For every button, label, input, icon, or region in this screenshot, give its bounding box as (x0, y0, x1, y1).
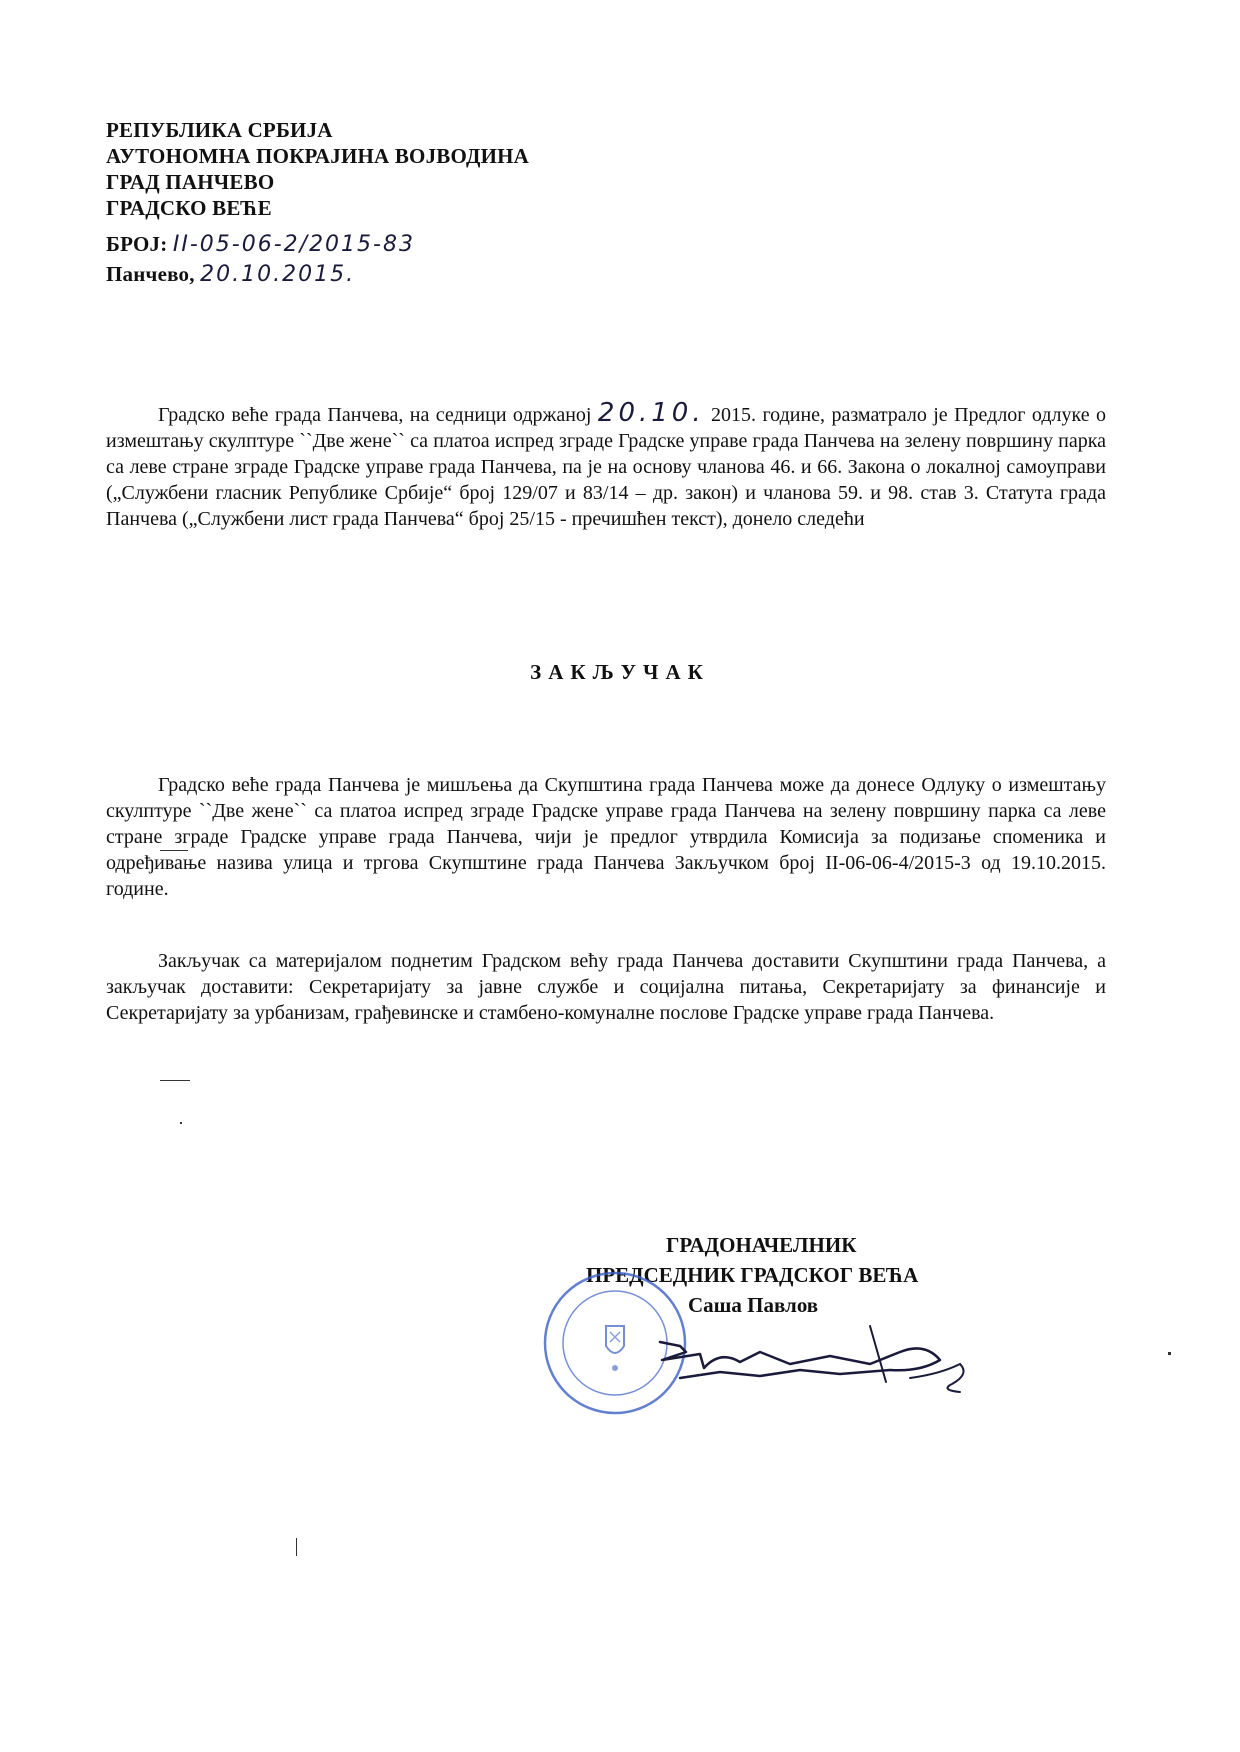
number-label: БРОЈ: (106, 232, 168, 256)
signature-title-mayor: ГРАДОНАЧЕЛНИК (666, 1233, 857, 1257)
scan-mark (160, 1080, 190, 1081)
header-council: ГРАДСКО ВЕЋЕ (106, 196, 272, 220)
number-value: II-05-06-2/2015-83 (172, 232, 415, 257)
header-republic: РЕПУБЛИКА СРБИЈА (106, 118, 333, 142)
intro-after-date: 2015. године, разматрало је Предлог одлуке о измештању скулптуре ``Две жене`` са платоа испред зграде Градске управе града Панчева на зелену површину парка са леве стране зграде Градске управе града Панчева, па је на основу чланова 46. и 66. Закона о локалној самоуправи („Службени гласник Републике Србије“ број 129/07 и 83/14 – др. закон) и чланова 59. и 98. став 3. Статута града Панчева („Службени лист града Панчева“ број 25/15 - пречишћен текст), донело следећи (106, 404, 1106, 530)
date-value: 20.10.2015. (200, 262, 356, 287)
scan-mark (1168, 1352, 1171, 1355)
intro-paragraph (106, 400, 1106, 532)
scan-mark (160, 850, 188, 851)
header-date-line (106, 262, 355, 287)
conclusion-paragraph-2: Закључак са материјалом поднетим Градском већу града Панчева доставити Скупштини града Панчева, а закључак доставити: Секретаријату за јавне службе и социјална питања, Секретаријату за финансије и Секретаријату за урбанизам, грађевинске и стамбено-комуналне послове Градске управе града Панчева. (106, 950, 1106, 1024)
scan-mark (180, 1122, 182, 1124)
intro-handwritten-date: 20.10. (597, 398, 705, 428)
conclusion-paragraph-1: Градско веће града Панчева је мишљења да Скупштина града Панчева може да донесе Одлуку о измештању скулптуре ``Две жене`` са платоа испред зграде Градске управе града Панчева на зелену површину парка са леве стране зграде Градске управе града Панчева, чији је предлог утврдила Комисија за подизање споменика и одређивање назива улица и тргова Скупштине града Панчева Закључком број II-06-06-4/2015-3 од 19.10.2015. године. (106, 774, 1106, 900)
intro-before-date: Градско веће града Панчева, на седници одржаној (158, 404, 592, 426)
header-province: АУТОНОМНА ПОКРАЈИНА ВОЈВОДИНА (106, 144, 530, 168)
document-title: ЗАКЉУЧАК (530, 660, 710, 684)
scan-mark (296, 1538, 297, 1556)
signature-name: Саша Павлов (688, 1293, 819, 1317)
place-label: Панчево, (106, 262, 195, 286)
header-city: ГРАД ПАНЧЕВО (106, 170, 275, 194)
signature-title-president: ПРЕДСЕДНИК ГРАДСКОГ ВЕЋА (586, 1263, 919, 1287)
header-number-line (106, 232, 415, 257)
handwritten-signature (640, 1312, 980, 1402)
